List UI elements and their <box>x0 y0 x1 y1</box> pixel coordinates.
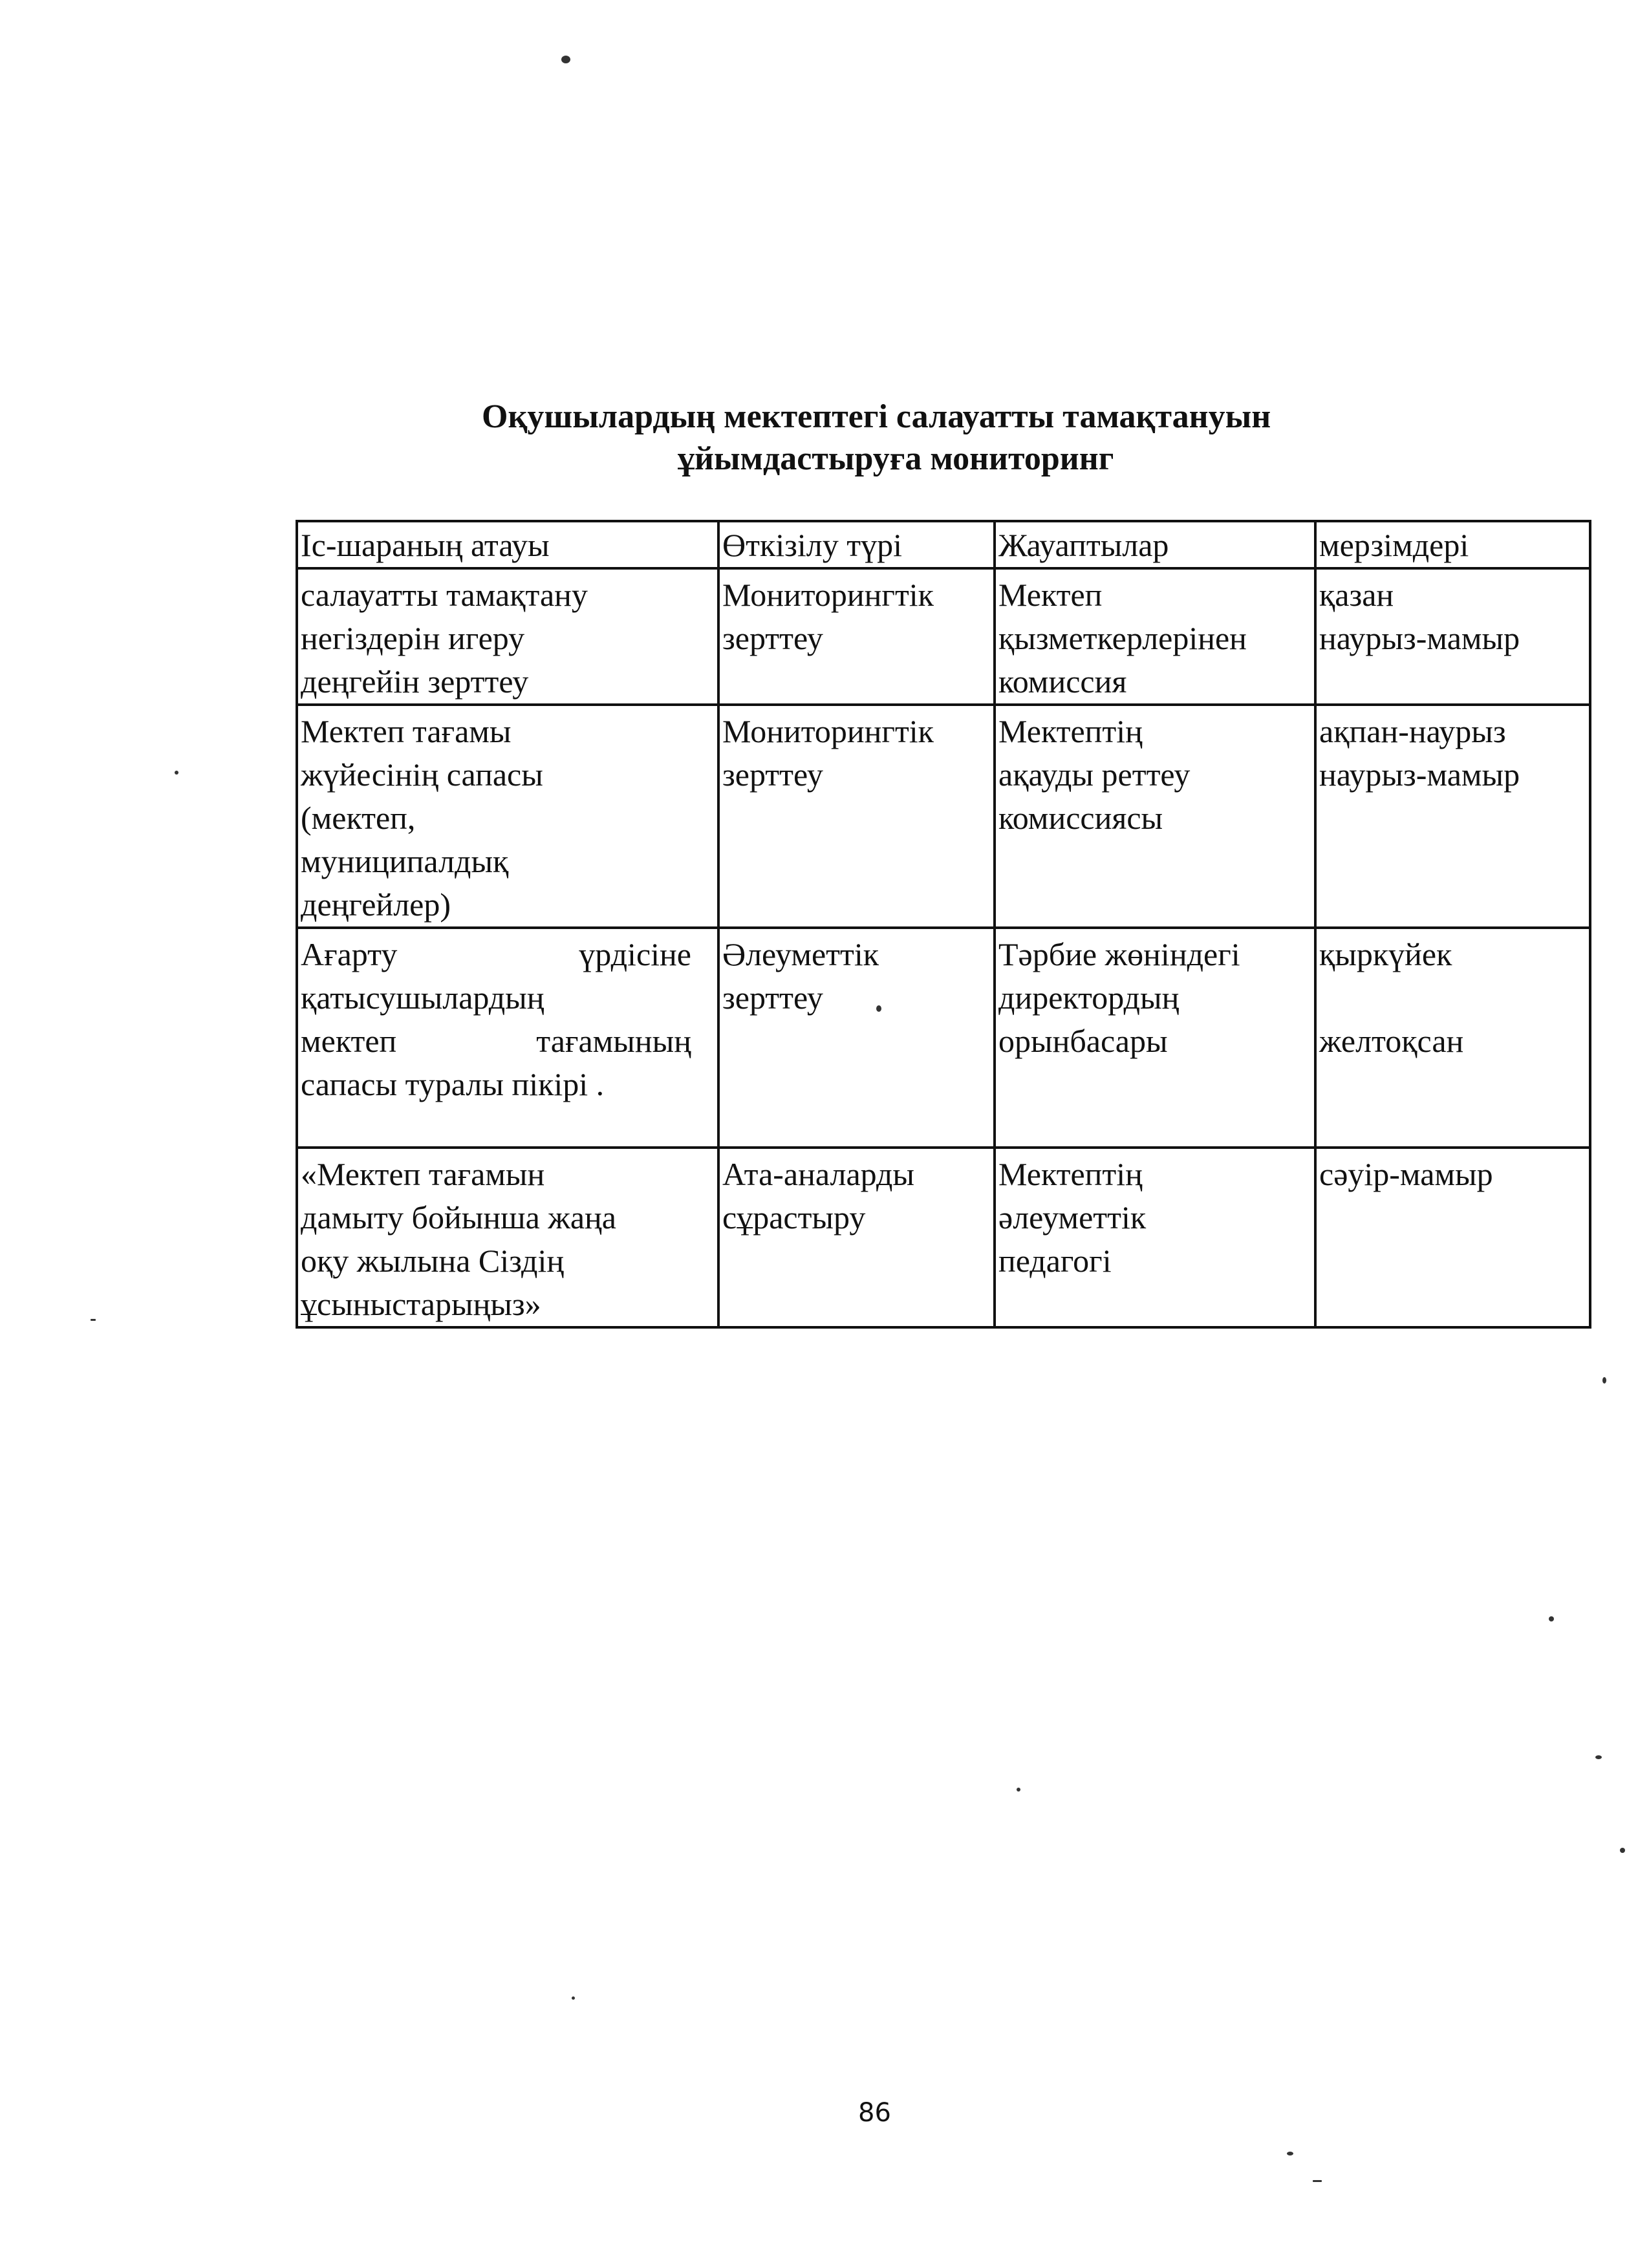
scan-speck <box>561 56 570 63</box>
cell-event-name: «Мектеп тағамын дамыту бойынша жаңа оқу жылына Сіздің ұсыныстарыңыз» <box>297 1148 718 1327</box>
scan-speck <box>175 771 178 775</box>
cell-responsible: Мектеп қызметкерлерінен комиссия <box>995 568 1315 705</box>
cell-type: Ата-аналарды сұрастыру <box>718 1148 995 1327</box>
cell-responsible: Мектептің әлеуметтік педагогі <box>995 1148 1315 1327</box>
page-number: 86 <box>858 2098 891 2128</box>
cell-responsible: Тәрбие жөніндегі директордың орынбасары <box>995 928 1315 1148</box>
scan-speck <box>1313 2180 1322 2182</box>
cell-type: Мониторингтік зерттеу <box>718 568 995 705</box>
scan-speck <box>91 1319 96 1321</box>
scan-speck <box>1549 1616 1554 1621</box>
cell-responsible: Мектептің ақауды реттеу комиссиясы <box>995 705 1315 928</box>
table-row <box>297 928 1590 1148</box>
cell-dates: қыркүйек желтоқсан <box>1315 928 1590 1148</box>
cell-event-name: Мектеп тағамы жүйесінің сапасы (мектеп, муниципалдық деңгейлер) <box>297 705 718 928</box>
scan-speck <box>1620 1848 1625 1853</box>
scan-speck <box>1595 1755 1602 1759</box>
table-header-row <box>297 521 1590 568</box>
table-row <box>297 705 1590 928</box>
scan-speck <box>1017 1788 1020 1792</box>
scan-speck <box>572 1996 575 2000</box>
cell-dates: қазан наурыз-мамыр <box>1315 568 1590 705</box>
cell-event-name: Ағарту үрдісіне қатысушылардың мектеп тағамының сапасы туралы пікірі . <box>297 928 718 1148</box>
table-row <box>297 568 1590 705</box>
document-title-line-1: Оқушылардың мектептегі салауатты тамақтануын <box>482 398 1271 435</box>
cell-type: Әлеуметтік зерттеу <box>718 928 995 1148</box>
table-row <box>297 1148 1590 1327</box>
document-title-line-2: ұйымдастыруға мониторинг <box>678 440 1114 477</box>
scan-speck <box>876 1005 881 1012</box>
cell-dates: сәуір-мамыр <box>1315 1148 1590 1327</box>
scan-speck <box>1602 1377 1606 1384</box>
header-responsible: Жауаптылар <box>995 521 1315 568</box>
cell-event-name: салауатты тамақтану негіздерін игеру деңгейін зерттеу <box>297 568 718 705</box>
monitoring-table <box>296 520 1591 1329</box>
header-type: Өткізілу түрі <box>718 521 995 568</box>
header-event-name: Іс-шараның атауы <box>297 521 718 568</box>
cell-type: Мониторингтік зерттеу <box>718 705 995 928</box>
cell-dates: ақпан-наурыз наурыз-мамыр <box>1315 705 1590 928</box>
header-dates: мерзімдері <box>1315 521 1590 568</box>
scan-speck <box>1287 2152 1293 2156</box>
